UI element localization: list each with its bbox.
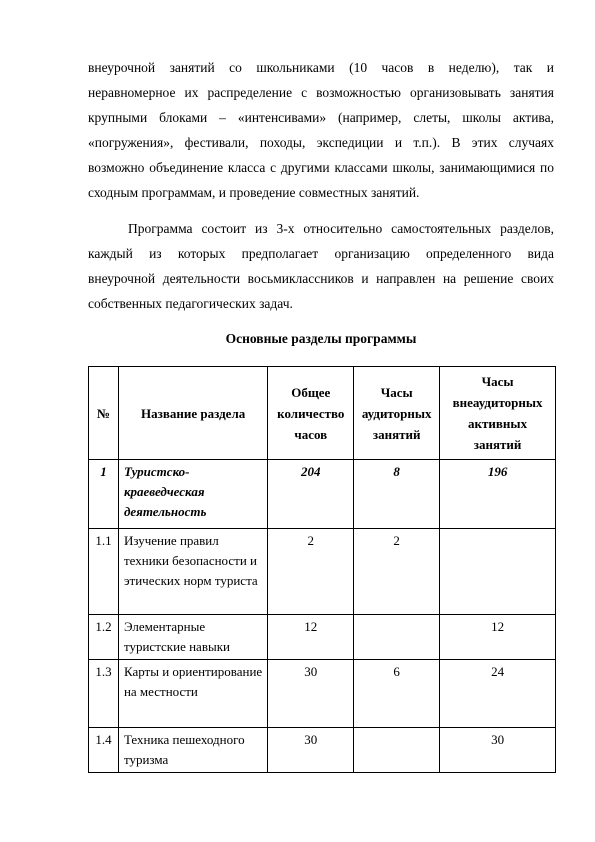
table-header-row — [89, 367, 556, 460]
row-total-hours: 30 — [268, 660, 354, 728]
row-number: 1 — [89, 460, 119, 529]
table-row — [89, 728, 556, 773]
text-line: внеурочной деятельности восьмиклассников и направлен на решение своих — [88, 271, 554, 286]
row-section-name: Туристско-краеведческая деятельность — [118, 460, 267, 529]
row-number: 1.3 — [89, 660, 119, 728]
row-total-hours: 2 — [268, 529, 354, 615]
paragraph-program-structure — [88, 216, 554, 316]
text-line: внеурочной занятий со школьниками (10 часов в неделю), так и — [88, 60, 554, 75]
header-number: № — [89, 367, 119, 460]
row-extracurricular-hours — [440, 529, 556, 615]
table-row — [89, 529, 556, 615]
row-extracurricular-hours: 12 — [440, 615, 556, 660]
row-classroom-hours — [354, 728, 440, 773]
text-line: каждый из которых предполагает организацию определенного вида — [88, 246, 554, 261]
table-row — [89, 660, 556, 728]
row-number: 1.2 — [89, 615, 119, 660]
text-line: Программа состоит из 3-х относительно самостоятельных разделов, — [128, 221, 554, 236]
row-total-hours: 12 — [268, 615, 354, 660]
text-line: сходным программам, и проведение совместных занятий. — [88, 185, 420, 200]
row-extracurricular-hours: 196 — [440, 460, 556, 529]
row-classroom-hours: 2 — [354, 529, 440, 615]
header-extracurricular-hours: Часы внеаудиторных активных занятий — [440, 367, 556, 460]
text-line: «погружения», фестивали, походы, экспедиции и т.п.). В этих случаях — [88, 135, 554, 150]
row-section-name: Техника пешеходного туризма — [118, 728, 267, 773]
row-classroom-hours — [354, 615, 440, 660]
row-total-hours: 30 — [268, 728, 354, 773]
program-sections-table — [88, 366, 556, 773]
header-total-hours: Общее количество часов — [268, 367, 354, 460]
row-classroom-hours: 6 — [354, 660, 440, 728]
row-number: 1.1 — [89, 529, 119, 615]
table-caption: Основные разделы программы — [225, 331, 417, 346]
text-line: возможно объединение класса с другими классами школы, занимающимися по — [88, 160, 554, 175]
header-classroom-hours: Часы аудиторных занятий — [354, 367, 440, 460]
row-total-hours: 204 — [268, 460, 354, 529]
row-number: 1.4 — [89, 728, 119, 773]
table-row — [89, 615, 556, 660]
row-section-name: Элементарные туристские навыки — [118, 615, 267, 660]
text-line: неравномерное их распределение с возможностью организовывать занятия — [88, 85, 554, 100]
header-section-name: Название раздела — [118, 367, 267, 460]
table-row — [89, 460, 556, 529]
row-section-name: Карты и ориентирование на местности — [118, 660, 267, 728]
paragraph-continued — [88, 55, 554, 205]
text-line: собственных педагогических задач. — [88, 296, 293, 311]
text-line: крупными блоками – «интенсивами» (например, слеты, школы актива, — [88, 110, 554, 125]
row-section-name: Изучение правил техники безопасности и этических норм туриста — [118, 529, 267, 615]
row-extracurricular-hours: 30 — [440, 728, 556, 773]
row-extracurricular-hours: 24 — [440, 660, 556, 728]
row-classroom-hours: 8 — [354, 460, 440, 529]
